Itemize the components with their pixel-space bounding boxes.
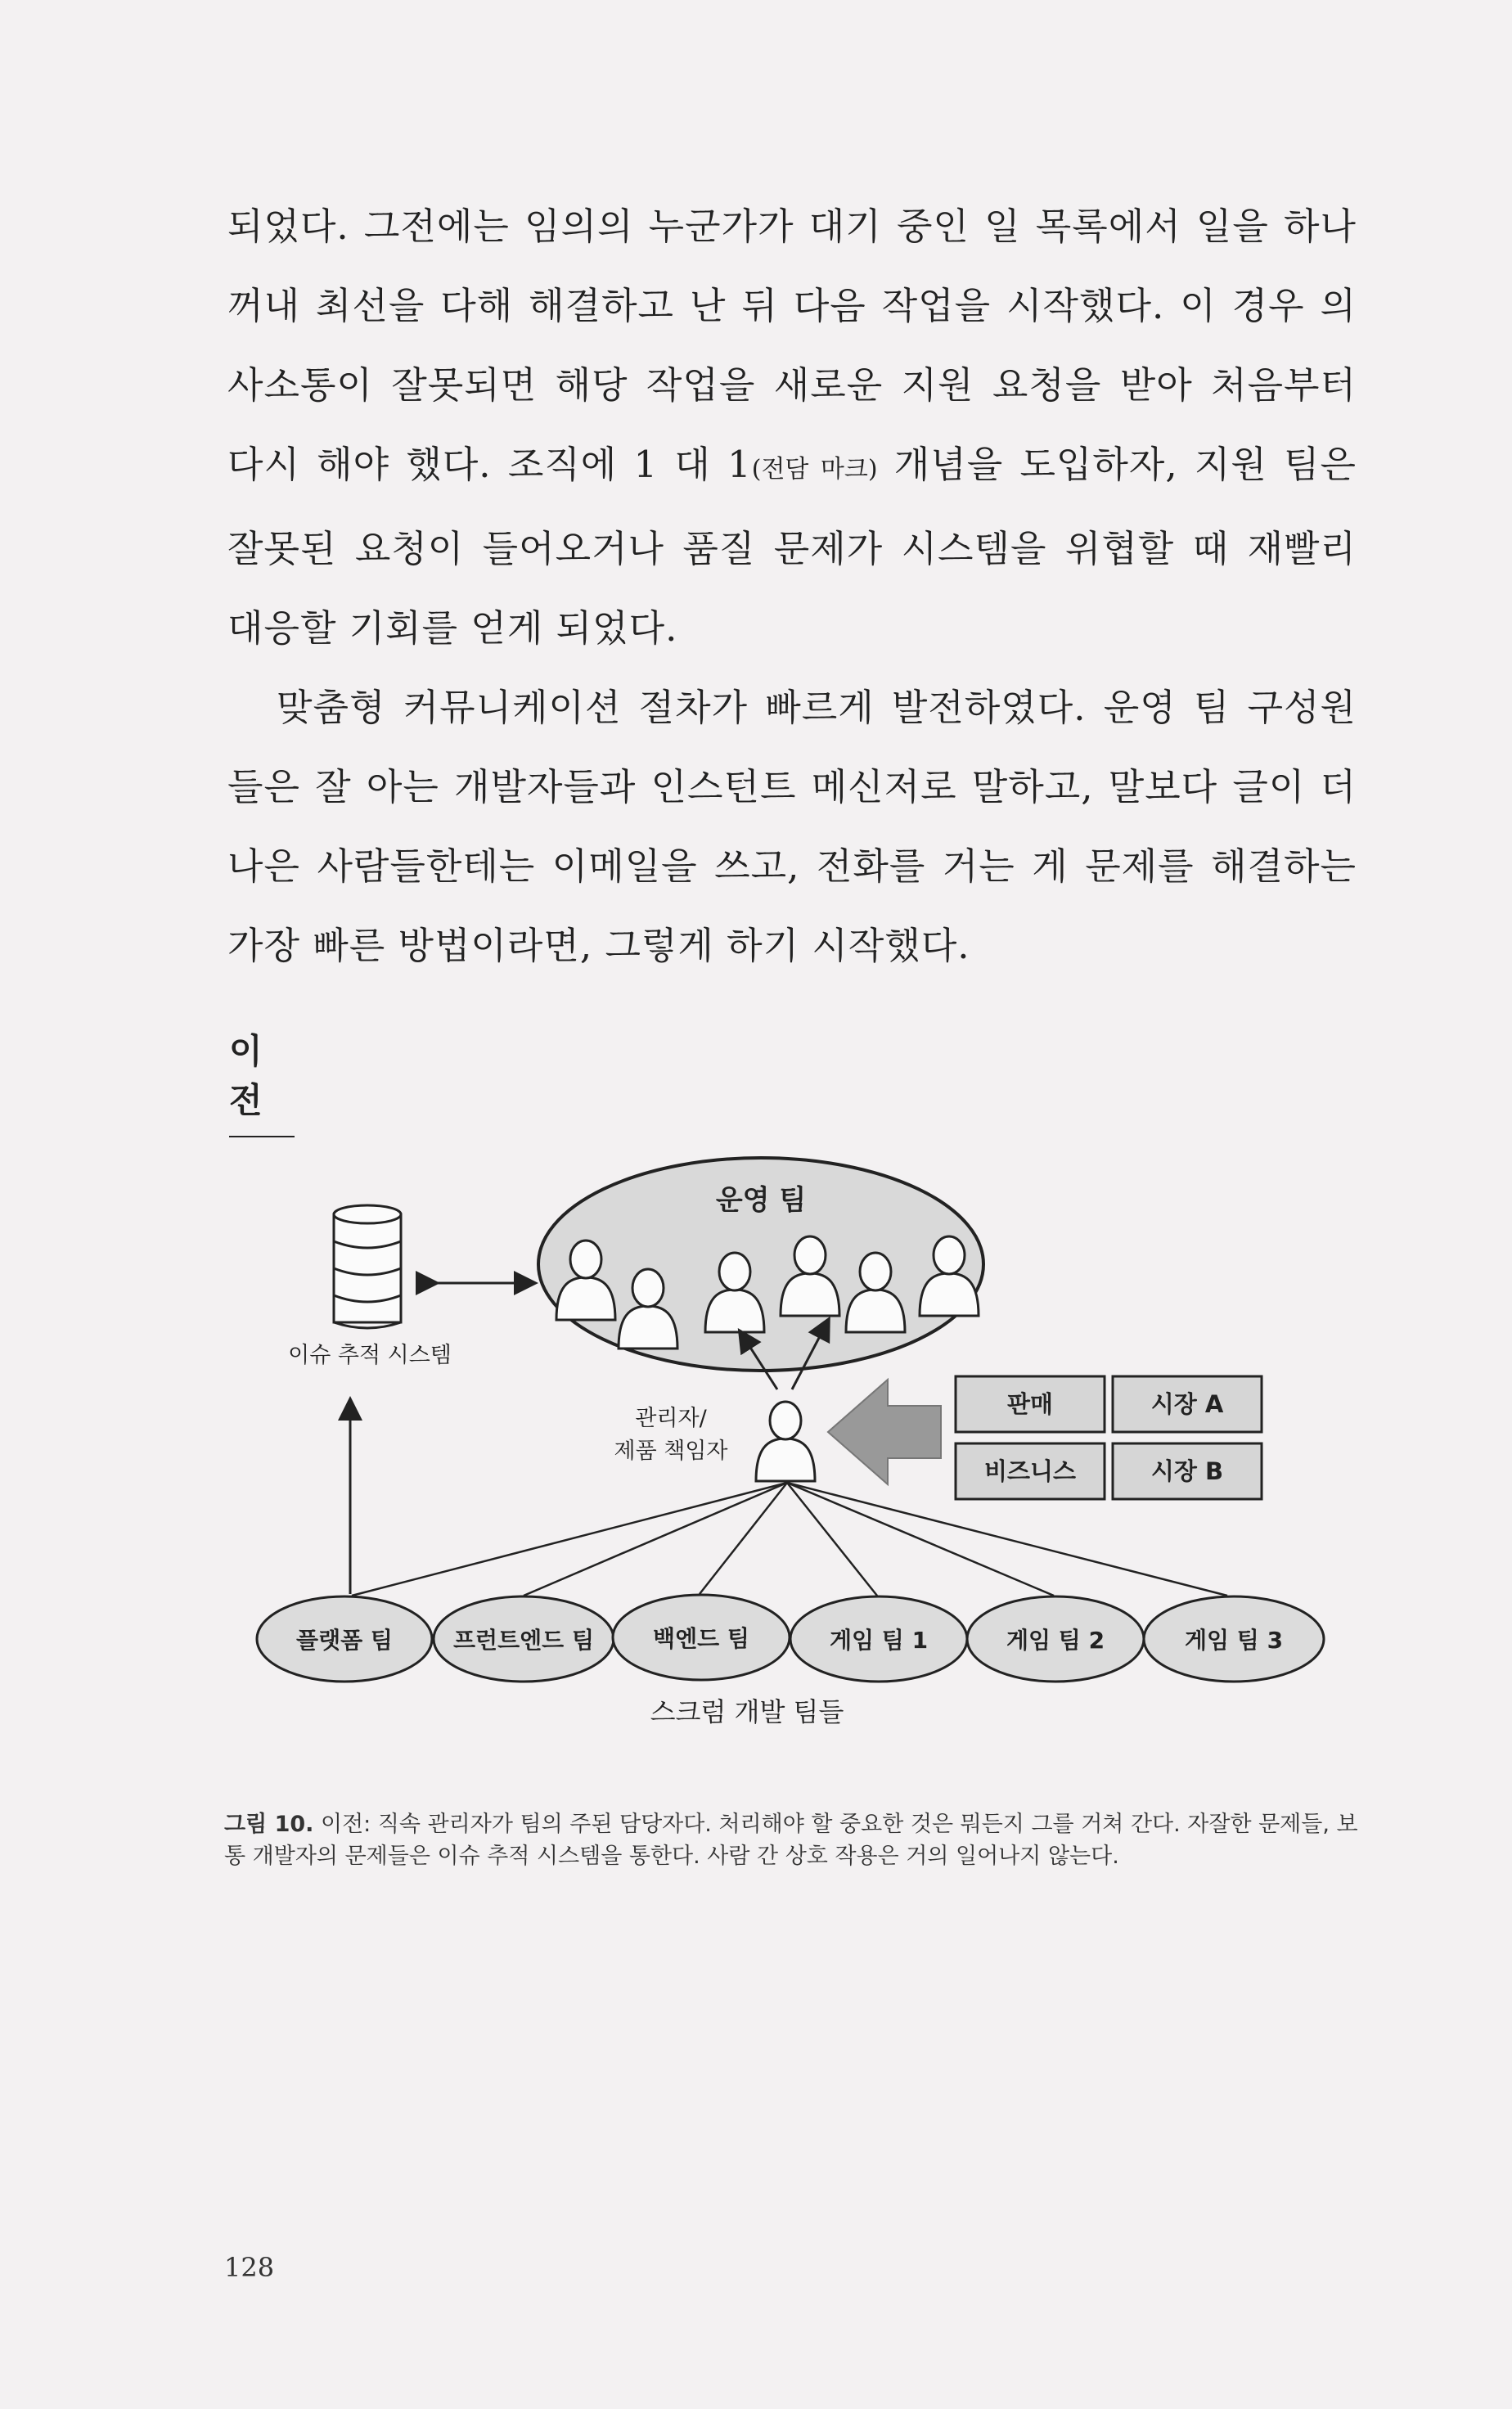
svg-text:게임 팀 3: 게임 팀 3: [1184, 1627, 1284, 1654]
ops-team-label: 운영 팀: [715, 1184, 807, 1217]
svg-text:시장 B: 시장 B: [1150, 1457, 1224, 1485]
page-number: 128: [224, 2252, 275, 2283]
stakeholder-box: [956, 1376, 1105, 1432]
svg-text:게임 팀 2: 게임 팀 2: [1006, 1627, 1105, 1654]
svg-text:판매: 판매: [1006, 1390, 1054, 1418]
stakeholder-box: [1113, 1443, 1262, 1499]
stakeholder-box: [956, 1443, 1105, 1499]
input-arrow: [828, 1380, 941, 1484]
svg-text:백엔드 팀: 백엔드 팀: [653, 1625, 749, 1652]
svg-text:프런트엔드 팀: 프런트엔드 팀: [452, 1627, 595, 1654]
manager-label: 관리자/: [635, 1406, 707, 1431]
section-title: 이전: [229, 1024, 295, 1137]
team-ellipse: [967, 1596, 1144, 1682]
team-ellipse: [434, 1596, 614, 1682]
svg-text:시장 A: 시장 A: [1150, 1390, 1224, 1418]
team-ellipse: [613, 1595, 790, 1680]
caption-text: 이전: 직속 관리자가 팀의 주된 담당자다. 처리해야 할 중요한 것은 뭐든지 그를 거쳐 간다. 자잘한 문제들, 보통 개발자의 문제들은 이슈 추적 시스템을 통한다. 사람 간 상호 작용은 거의 일어나지 않는다.: [224, 1812, 1358, 1869]
svg-text:게임 팀 1: 게임 팀 1: [829, 1627, 929, 1654]
team-ellipse: [257, 1596, 432, 1682]
stakeholder-box: [1113, 1376, 1262, 1432]
svg-text:비즈니스: 비즈니스: [983, 1457, 1077, 1485]
team-ellipse: [790, 1596, 967, 1682]
manager-label: 제품 책임자: [614, 1439, 728, 1464]
svg-text:플랫폼 팀: 플랫폼 팀: [296, 1627, 393, 1654]
scrum-teams-label: 스크럼 개발 팀들: [650, 1696, 844, 1727]
figure-caption: [224, 1808, 1361, 1872]
caption-label: 그림 10.: [224, 1812, 314, 1837]
manager-icon: [756, 1402, 815, 1481]
issue-tracker-label: 이슈 추적 시스템: [288, 1343, 452, 1368]
footnote-inline: (전담 마크): [751, 455, 878, 484]
database-icon: [334, 1205, 401, 1328]
paragraph: 맞춤형 커뮤니케이션 절차가 빠르게 발전하였다. 운영 팀 구성원들은 잘 아는 개발자들과 인스턴트 메신저로 말하고, 말보다 글이 더 나은 사람들한테는 이메일을 쓰고, 전화를 거는 게 문제를 해결하는 가장 빠른 방법이라면, 그렇게 하기 시작했다.: [227, 686, 1357, 967]
team-ellipse: [1144, 1596, 1324, 1682]
paragraph: 되었다. 그전에는 임의의 누군가가 대기 중인 일 목록에서 일을 하나 꺼내 최선을 다해 해결하고 난 뒤 다음 작업을 시작했다. 이 경우 의사소통이 잘못되면 해당 작업을 새로운 지원 요청을 받아 처음부터 다시 해야 했다. 조직에 1 대 1(전담 마크) 개념을 도입하자, 지원 팀은 잘못된 요청이 들어오거나 품질 문제가 시스템을 위협할 때 재빨리 대응할 기회를 얻게 되었다.: [227, 205, 1357, 650]
